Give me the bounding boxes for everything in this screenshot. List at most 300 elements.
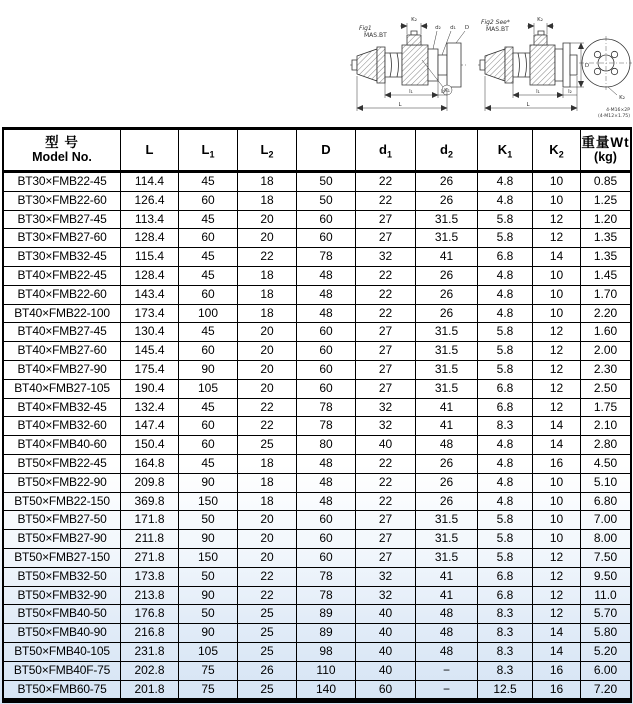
value-cell: 60 (297, 360, 356, 379)
value-cell: 20 (238, 342, 297, 361)
value-cell: 7.50 (581, 548, 632, 567)
clamp-nut (534, 35, 547, 45)
value-cell: 150.4 (121, 436, 179, 455)
thread-note-line1: 4-M16×2P (606, 108, 630, 113)
value-cell: 20 (238, 379, 297, 398)
column-header-d2: $d_2$ (416, 129, 478, 172)
value-cell: 105 (179, 379, 238, 398)
value-cell: 60 (179, 229, 238, 248)
value-cell: 48 (416, 605, 478, 624)
value-cell: 26 (416, 473, 478, 492)
value-cell: 4.50 (581, 454, 632, 473)
value-cell: 20 (238, 530, 297, 549)
value-cell: 26 (416, 285, 478, 304)
model-cell: BT50×FMB27-50 (3, 511, 121, 530)
value-cell: 48 (297, 492, 356, 511)
dim-label-k1: K₁ (444, 88, 450, 94)
value-cell: 4.8 (478, 266, 533, 285)
value-cell: 5.70 (581, 605, 632, 624)
value-cell: 12 (533, 379, 581, 398)
value-cell: 140 (297, 680, 356, 701)
d-leader (456, 31, 465, 43)
dim-label-d2: d₂ (435, 25, 441, 31)
value-cell: 12 (533, 360, 581, 379)
value-cell: 22 (356, 285, 416, 304)
model-cell: BT50×FMB27-90 (3, 530, 121, 549)
fig1-standard: MAS.BT (364, 32, 387, 39)
value-cell: 18 (238, 191, 297, 210)
value-cell: 4.8 (478, 285, 533, 304)
value-cell: 60 (297, 229, 356, 248)
value-cell: 12 (533, 342, 581, 361)
value-cell: 78 (297, 248, 356, 267)
model-cell: BT40×FMB22-60 (3, 285, 121, 304)
value-cell: 12 (533, 398, 581, 417)
value-cell: 150 (179, 492, 238, 511)
value-cell: 113.4 (121, 210, 179, 229)
value-cell: 5.8 (478, 210, 533, 229)
value-cell: 41 (416, 398, 478, 417)
value-cell: 22 (356, 172, 416, 192)
value-cell: 20 (238, 229, 297, 248)
spec-table (2, 127, 632, 703)
value-cell: 10 (533, 191, 581, 210)
column-header-d1: $d_1$ (356, 129, 416, 172)
value-cell: 45 (179, 248, 238, 267)
dim-label-l1: l₁ (409, 89, 413, 95)
value-cell: 48 (297, 266, 356, 285)
figure-1 (350, 10, 492, 127)
value-cell: 27 (356, 360, 416, 379)
value-cell: 173.4 (121, 304, 179, 323)
model-cell: BT50×FMB22-45 (3, 454, 121, 473)
value-cell: 5.8 (478, 342, 533, 361)
value-cell: 18 (238, 266, 297, 285)
value-cell: 6.8 (478, 248, 533, 267)
nut-stem (411, 31, 417, 35)
value-cell: 32 (356, 586, 416, 605)
value-cell: 26 (416, 266, 478, 285)
value-cell: 14 (533, 642, 581, 661)
value-cell: 10 (533, 304, 581, 323)
value-cell: 369.8 (121, 492, 179, 511)
thread-note-line2: (4-M12×1.75) (597, 114, 630, 119)
value-cell: 40 (356, 605, 416, 624)
model-cell: BT50×FMB60-75 (3, 680, 121, 701)
value-cell: 12 (533, 548, 581, 567)
value-cell: 80 (297, 436, 356, 455)
dim-label-k2: K₂ (411, 17, 417, 23)
table-row (3, 661, 631, 680)
column-header-K1: $K_1$ (478, 129, 533, 172)
value-cell: 22 (356, 304, 416, 323)
value-cell: 12.5 (478, 680, 533, 701)
value-cell: 48 (416, 642, 478, 661)
table-row (3, 548, 631, 567)
value-cell: 5.8 (478, 548, 533, 567)
dim-label-D: D (584, 63, 590, 69)
value-cell: 90 (179, 530, 238, 549)
value-cell: 8.3 (478, 605, 533, 624)
value-cell: 27 (356, 342, 416, 361)
table-row (3, 285, 631, 304)
dim-label-L: L (398, 102, 402, 108)
value-cell: 8.00 (581, 530, 632, 549)
k2b-leader (608, 87, 617, 95)
value-cell: 40 (356, 436, 416, 455)
model-cell: BT50×FMB40-105 (3, 642, 121, 661)
value-cell: 1.35 (581, 229, 632, 248)
table-row (3, 436, 631, 455)
value-cell: 10 (533, 530, 581, 549)
value-cell: 20 (238, 360, 297, 379)
value-cell: 16 (533, 680, 581, 701)
dim-label-D: D (464, 25, 470, 31)
pull-stud (352, 60, 357, 70)
value-cell: 26 (416, 492, 478, 511)
value-cell: 26 (416, 304, 478, 323)
value-cell: 143.4 (121, 285, 179, 304)
value-cell: 60 (297, 511, 356, 530)
value-cell: 126.4 (121, 191, 179, 210)
model-cell: BT50×FMB32-50 (3, 567, 121, 586)
value-cell: 12 (533, 567, 581, 586)
clamp-nut (407, 35, 421, 45)
flange (377, 47, 385, 83)
value-cell: 130.4 (121, 323, 179, 342)
value-cell: 25 (238, 436, 297, 455)
value-cell: 6.8 (478, 586, 533, 605)
value-cell: 5.10 (581, 473, 632, 492)
value-cell: 40 (356, 642, 416, 661)
table-row (3, 417, 631, 436)
value-cell: 4.8 (478, 304, 533, 323)
value-cell: 89 (297, 605, 356, 624)
value-cell: 5.8 (478, 360, 533, 379)
value-cell: 60 (356, 680, 416, 701)
table-row (3, 530, 631, 549)
header-row (3, 129, 631, 172)
model-cell: BT50×FMB40-50 (3, 605, 121, 624)
value-cell: 22 (238, 567, 297, 586)
value-cell: 18 (238, 172, 297, 192)
value-cell: 2.10 (581, 417, 632, 436)
value-cell: 12 (533, 605, 581, 624)
table-row (3, 398, 631, 417)
value-cell: 10 (533, 492, 581, 511)
value-cell: 25 (238, 680, 297, 701)
column-header-model: 型 号 Model No. (3, 129, 121, 172)
value-cell: 25 (238, 605, 297, 624)
value-cell: 14 (533, 248, 581, 267)
d2-leader (433, 31, 437, 49)
value-cell: 41 (416, 586, 478, 605)
cutter-blank (447, 43, 461, 87)
value-cell: 0.85 (581, 172, 632, 192)
value-cell: 32 (356, 567, 416, 586)
value-cell: 10 (533, 172, 581, 192)
value-cell: 2.80 (581, 436, 632, 455)
value-cell: 78 (297, 567, 356, 586)
value-cell: 75 (179, 661, 238, 680)
value-cell: 100 (179, 304, 238, 323)
value-cell: 27 (356, 323, 416, 342)
value-cell: 22 (238, 398, 297, 417)
value-cell: 48 (416, 624, 478, 643)
value-cell: 25 (238, 642, 297, 661)
value-cell: 216.8 (121, 624, 179, 643)
column-header-K2: $K_2$ (533, 129, 581, 172)
value-cell: 8.3 (478, 642, 533, 661)
value-cell: 175.4 (121, 360, 179, 379)
value-cell: 22 (356, 454, 416, 473)
model-cell: BT40×FMB22-45 (3, 266, 121, 285)
value-cell: 202.8 (121, 661, 179, 680)
value-cell: 18 (238, 473, 297, 492)
dim-label-k2: K₂ (537, 17, 543, 23)
value-cell: 60 (297, 210, 356, 229)
model-cell: BT40×FMB27-90 (3, 360, 121, 379)
value-cell: 90 (179, 624, 238, 643)
value-cell: 31.5 (416, 342, 478, 361)
value-cell: 41 (416, 417, 478, 436)
model-cell: BT50×FMB32-90 (3, 586, 121, 605)
value-cell: 14 (533, 624, 581, 643)
column-header-D: D (297, 129, 356, 172)
value-cell: 209.8 (121, 473, 179, 492)
value-cell: 4.8 (478, 454, 533, 473)
value-cell: 60 (297, 342, 356, 361)
value-cell: 31.5 (416, 229, 478, 248)
value-cell: 26 (416, 172, 478, 192)
value-cell: 18 (238, 304, 297, 323)
value-cell: 27 (356, 511, 416, 530)
nut-stem (538, 31, 544, 35)
value-cell: 60 (297, 323, 356, 342)
pilot (438, 55, 447, 75)
value-cell: 115.4 (121, 248, 179, 267)
model-cell: BT50×FMB22-90 (3, 473, 121, 492)
pull-stud (480, 60, 485, 70)
value-cell: 20 (238, 548, 297, 567)
taper-shank (357, 49, 377, 81)
value-cell: 78 (297, 398, 356, 417)
value-cell: 98 (297, 642, 356, 661)
table-row (3, 323, 631, 342)
table-row (3, 304, 631, 323)
value-cell: 2.50 (581, 379, 632, 398)
value-cell: 4.8 (478, 492, 533, 511)
value-cell: 31.5 (416, 511, 478, 530)
value-cell: 150 (179, 548, 238, 567)
table-row (3, 229, 631, 248)
value-cell: 27 (356, 530, 416, 549)
model-cell: BT50×FMB22-150 (3, 492, 121, 511)
value-cell: 176.8 (121, 605, 179, 624)
dim-label-d1: d₁ (450, 25, 456, 31)
value-cell: 10 (533, 266, 581, 285)
value-cell: 22 (356, 266, 416, 285)
value-cell: 213.8 (121, 586, 179, 605)
fig2-caption: Fig2 See* (481, 19, 510, 26)
model-cell: BT40×FMB27-60 (3, 342, 121, 361)
face-flange (563, 43, 570, 87)
value-cell: 8.3 (478, 417, 533, 436)
value-cell: 41 (416, 248, 478, 267)
value-cell: 50 (297, 172, 356, 192)
value-cell: 20 (238, 511, 297, 530)
value-cell: 25 (238, 624, 297, 643)
value-cell: 271.8 (121, 548, 179, 567)
value-cell: 10 (533, 511, 581, 530)
value-cell: 31.5 (416, 323, 478, 342)
value-cell: 190.4 (121, 379, 179, 398)
dim-label-l1: l₁ (536, 89, 540, 95)
taper-shank (485, 49, 505, 81)
value-cell: 60 (179, 436, 238, 455)
value-cell: 171.8 (121, 511, 179, 530)
value-cell: 128.4 (121, 229, 179, 248)
value-cell: 60 (297, 548, 356, 567)
value-cell: 14 (533, 417, 581, 436)
dim-label-l2: l₂ (568, 89, 572, 95)
table-row (3, 360, 631, 379)
table-row (3, 567, 631, 586)
value-cell: 16 (533, 454, 581, 473)
value-cell: 50 (179, 605, 238, 624)
value-cell: 22 (356, 492, 416, 511)
value-cell: 8.3 (478, 661, 533, 680)
collar (513, 53, 530, 77)
value-cell: 89 (297, 624, 356, 643)
value-cell: 4.8 (478, 473, 533, 492)
value-cell: 32 (356, 398, 416, 417)
value-cell: 105 (179, 642, 238, 661)
value-cell: 75 (179, 680, 238, 701)
value-cell: 60 (297, 379, 356, 398)
value-cell: 78 (297, 586, 356, 605)
arbor-body (530, 45, 555, 85)
table-row (3, 511, 631, 530)
model-cell: BT30×FMB22-45 (3, 172, 121, 192)
value-cell: 22 (238, 586, 297, 605)
dim-label-l2: l₂ (441, 89, 445, 95)
value-cell: 27 (356, 210, 416, 229)
value-cell: 12 (533, 210, 581, 229)
dim-label-L: L (526, 102, 530, 108)
model-cell: BT40×FMB27-105 (3, 379, 121, 398)
value-cell: 8.3 (478, 624, 533, 643)
value-cell: − (416, 680, 478, 701)
value-cell: 110 (297, 661, 356, 680)
value-cell: 20 (238, 210, 297, 229)
value-cell: 12 (533, 229, 581, 248)
value-cell: 32 (356, 417, 416, 436)
value-cell: 5.8 (478, 530, 533, 549)
table-row (3, 642, 631, 661)
value-cell: 1.70 (581, 285, 632, 304)
value-cell: 164.8 (121, 454, 179, 473)
value-cell: 27 (356, 548, 416, 567)
flange (505, 47, 513, 83)
value-cell: 45 (179, 398, 238, 417)
model-cell: BT50×FMB27-150 (3, 548, 121, 567)
dim-label-k2b: K₂ (619, 95, 625, 101)
value-cell: 22 (238, 417, 297, 436)
table-row (3, 473, 631, 492)
table-row (3, 624, 631, 643)
value-cell: 50 (179, 567, 238, 586)
value-cell: 48 (297, 304, 356, 323)
model-cell: BT40×FMB22-100 (3, 304, 121, 323)
value-cell: 6.80 (581, 492, 632, 511)
value-cell: 7.00 (581, 511, 632, 530)
collar (385, 53, 402, 77)
value-cell: 45 (179, 454, 238, 473)
value-cell: 50 (179, 511, 238, 530)
value-cell: 5.8 (478, 323, 533, 342)
pilot (570, 55, 577, 75)
value-cell: 60 (179, 417, 238, 436)
model-cell: BT50×FMB40-90 (3, 624, 121, 643)
figure-2 (478, 8, 632, 129)
value-cell: 90 (179, 586, 238, 605)
table-row (3, 342, 631, 361)
table-body (3, 172, 631, 701)
spigot-step (555, 49, 563, 81)
value-cell: 10 (533, 473, 581, 492)
value-cell: 6.8 (478, 567, 533, 586)
value-cell: 60 (179, 285, 238, 304)
value-cell: 48 (297, 285, 356, 304)
value-cell: 147.4 (121, 417, 179, 436)
value-cell: 20 (238, 323, 297, 342)
value-cell: 5.8 (478, 229, 533, 248)
value-cell: 6.8 (478, 398, 533, 417)
model-cell: BT30×FMB32-45 (3, 248, 121, 267)
value-cell: 2.00 (581, 342, 632, 361)
value-cell: 14 (533, 436, 581, 455)
value-cell: 114.4 (121, 172, 179, 192)
value-cell: 45 (179, 266, 238, 285)
value-cell: 40 (356, 661, 416, 680)
value-cell: 145.4 (121, 342, 179, 361)
model-cell: BT30×FMB22-60 (3, 191, 121, 210)
value-cell: 18 (238, 454, 297, 473)
value-cell: 2.30 (581, 360, 632, 379)
value-cell: 5.80 (581, 624, 632, 643)
value-cell: 90 (179, 360, 238, 379)
value-cell: 5.8 (478, 511, 533, 530)
value-cell: 48 (416, 436, 478, 455)
value-cell: 45 (179, 323, 238, 342)
value-cell: 9.50 (581, 567, 632, 586)
value-cell: 1.45 (581, 266, 632, 285)
value-cell: 22 (356, 191, 416, 210)
value-cell: 22 (238, 248, 297, 267)
fig2-standard: MAS.BT (486, 26, 509, 33)
value-cell: 132.4 (121, 398, 179, 417)
column-header-L1: $L_1$ (179, 129, 238, 172)
table-row (3, 680, 631, 701)
value-cell: 173.8 (121, 567, 179, 586)
value-cell: 18 (238, 492, 297, 511)
value-cell: 31.5 (416, 360, 478, 379)
arbor-body (402, 45, 428, 85)
model-cell: BT30×FMB27-45 (3, 210, 121, 229)
model-cell: BT40×FMB32-60 (3, 417, 121, 436)
model-cell: BT50×FMB40F-75 (3, 661, 121, 680)
